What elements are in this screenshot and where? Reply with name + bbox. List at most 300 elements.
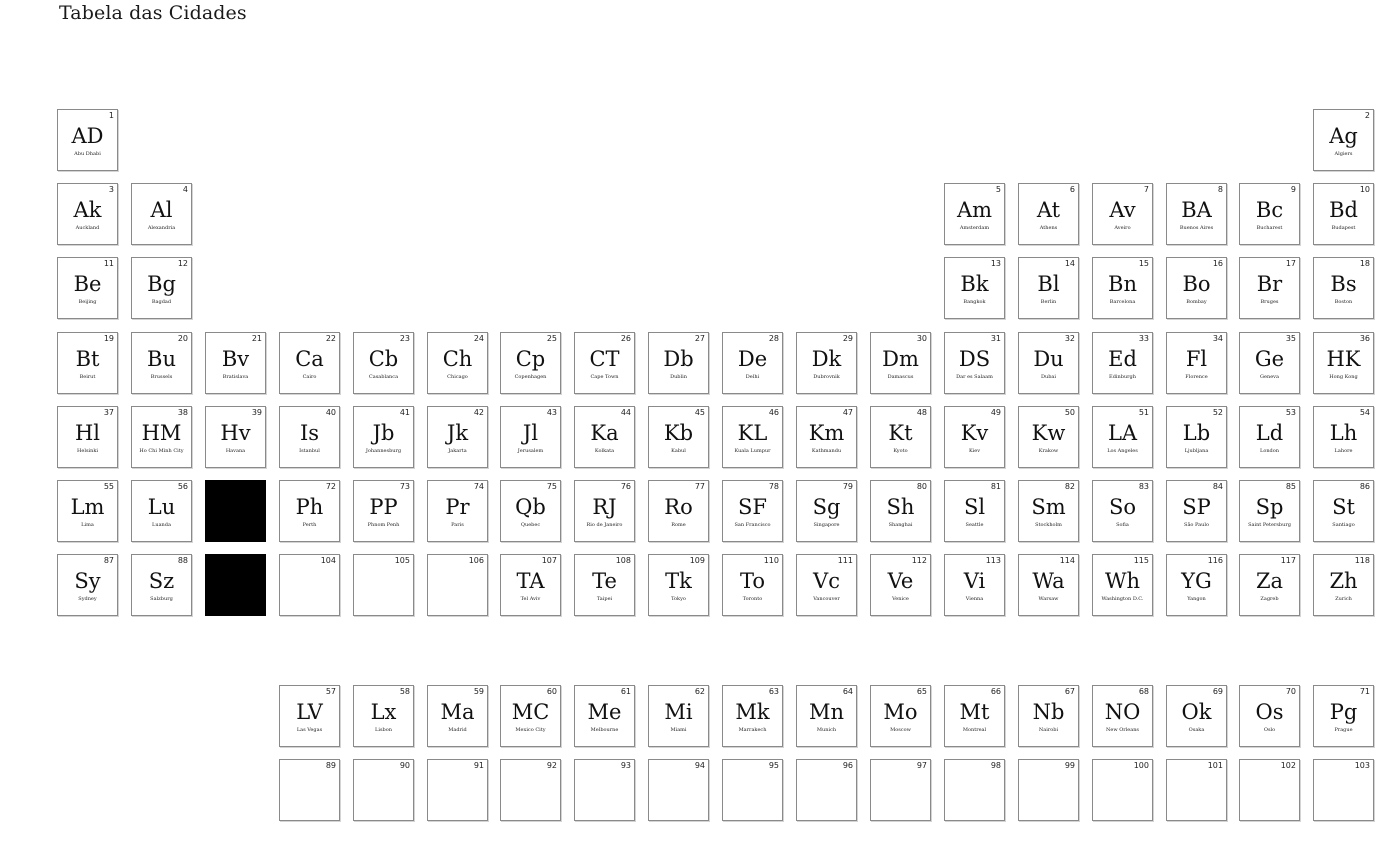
city-cell [131,406,192,468]
cell-number: 93 [620,761,631,770]
city-cell [796,480,857,542]
city-cell [648,332,709,394]
city-cell [944,406,1005,468]
cell-symbol: Qb [515,495,546,519]
city-cell [57,554,118,616]
cell-symbol: Db [663,347,694,371]
cell-symbol: Pg [1329,700,1358,724]
cell-number: 42 [473,408,484,417]
city-cell [279,685,340,747]
cell-symbol: Zh [1329,569,1358,593]
city-cell [944,332,1005,394]
cell-number: 94 [694,761,705,770]
cell-symbol: Bo [1182,272,1211,296]
cell-number: 65 [916,687,927,696]
cell-number: 67 [1064,687,1075,696]
city-cell [427,406,488,468]
city-cell [427,685,488,747]
city-cell [1313,759,1374,821]
cell-number: 106 [468,556,484,565]
cell-number: 32 [1064,334,1075,343]
cell-symbol: HM [141,421,182,445]
cell-symbol: Cb [368,347,399,371]
cell-symbol: De [737,347,768,371]
city-cell [1018,406,1079,468]
cell-number: 17 [1285,259,1296,268]
cell-city-name: Montreal [962,727,987,733]
city-cell [279,332,340,394]
cell-symbol: Ok [1181,700,1212,724]
cell-city-name: Bratislava [222,374,249,380]
cell-number: 87 [103,556,114,565]
cell-number: 11 [103,259,114,268]
city-cell [279,406,340,468]
city-cell [1092,183,1153,245]
cell-city-name: Casablanca [368,374,399,380]
cell-number: 2 [1364,111,1370,120]
city-cell [427,332,488,394]
cell-number: 68 [1138,687,1149,696]
cell-city-name: Tokyo [671,596,686,602]
cell-symbol: RJ [592,495,617,519]
cell-city-name: Bagdad [151,299,172,305]
cell-number: 111 [837,556,853,565]
cell-symbol: So [1108,495,1137,519]
cell-city-name: Tel Aviv [520,596,541,602]
cell-number: 1 [108,111,114,120]
cell-symbol: Bk [960,272,989,296]
cell-city-name: Quebec [520,522,541,528]
city-cell [1166,257,1227,319]
cell-city-name: Vancouver [813,596,840,602]
cell-symbol: Mk [735,700,770,724]
cell-symbol: Me [587,700,622,724]
cell-number: 13 [990,259,1001,268]
cell-number: 73 [399,482,410,491]
cell-symbol: TA [516,569,545,593]
cell-symbol: Dm [882,347,919,371]
cell-number: 23 [399,334,410,343]
cell-number: 92 [546,761,557,770]
cell-city-name: Sydney [78,596,97,602]
city-cell [1313,109,1374,171]
cell-number: 53 [1285,408,1296,417]
city-cell [57,257,118,319]
cell-city-name: Aveiro [1114,225,1131,231]
city-cell [944,759,1005,821]
cell-city-name: Kathmandu [811,448,842,454]
city-cell [1092,257,1153,319]
cell-symbol: DS [958,347,991,371]
city-cell [1313,554,1374,616]
cell-city-name: Brussels [150,374,173,380]
cell-symbol: Be [73,272,102,296]
cell-number: 72 [325,482,336,491]
cell-number: 66 [990,687,1001,696]
cell-city-name: Copenhagen [514,374,547,380]
filled-block [205,554,266,616]
cell-symbol: Km [808,421,845,445]
city-cell [796,685,857,747]
cell-number: 101 [1207,761,1223,770]
cell-symbol: LA [1107,421,1138,445]
cell-city-name: Helsinki [77,448,98,454]
city-cell [131,183,192,245]
cell-symbol: Ca [295,347,324,371]
cell-number: 31 [990,334,1001,343]
cell-symbol: Ed [1108,347,1137,371]
cell-city-name: Melbourne [590,727,619,733]
cell-number: 115 [1133,556,1149,565]
cell-symbol: Jb [372,421,395,445]
city-cell [1239,406,1300,468]
cell-number: 19 [103,334,114,343]
cell-number: 97 [916,761,927,770]
city-cell [1092,406,1153,468]
city-cell [500,480,561,542]
city-cell [57,183,118,245]
cell-symbol: Hl [74,421,101,445]
cell-city-name: Saint Petersburg [1248,522,1291,528]
cell-symbol: Bl [1037,272,1060,296]
cell-city-name: Buenos Aires [1179,225,1214,231]
cell-symbol: Ph [295,495,324,519]
city-cell [722,480,783,542]
city-cell [205,332,266,394]
city-cell [57,332,118,394]
city-cell [1018,257,1079,319]
cell-number: 40 [325,408,336,417]
cell-number: 21 [251,334,262,343]
city-cell [1018,332,1079,394]
cell-number: 48 [916,408,927,417]
cell-city-name: Miami [670,727,687,733]
cell-symbol: Kv [960,421,989,445]
cell-symbol: Te [592,569,617,593]
city-cell [1239,554,1300,616]
cell-symbol: Lu [147,495,176,519]
cell-number: 25 [546,334,557,343]
city-cell [944,685,1005,747]
cell-number: 84 [1212,482,1223,491]
cell-city-name: Jakarta [448,448,467,454]
cell-number: 37 [103,408,114,417]
cell-number: 104 [320,556,336,565]
cell-city-name: Beijing [78,299,97,305]
cell-city-name: Zurich [1335,596,1352,602]
cell-number: 117 [1280,556,1296,565]
cell-symbol: NO [1104,700,1141,724]
cell-symbol: Os [1255,700,1284,724]
city-cell [57,109,118,171]
cell-symbol: Is [299,421,320,445]
cell-number: 58 [399,687,410,696]
cell-city-name: Nairobi [1038,727,1059,733]
city-cell [574,685,635,747]
city-cell [648,406,709,468]
cell-city-name: Berlin [1040,299,1057,305]
cell-city-name: London [1260,448,1279,454]
cell-symbol: Bn [1108,272,1137,296]
city-cell [1092,554,1153,616]
cell-number: 56 [177,482,188,491]
city-cell [1092,759,1153,821]
city-cell [1239,685,1300,747]
cell-symbol: Bd [1329,198,1358,222]
cell-symbol: Lh [1329,421,1358,445]
cell-symbol: Sl [963,495,986,519]
cell-city-name: Dublin [670,374,687,380]
cell-number: 49 [990,408,1001,417]
cell-symbol: Ak [73,198,102,222]
city-cell [574,332,635,394]
city-cell [870,406,931,468]
city-cell [648,759,709,821]
cell-number: 7 [1143,185,1149,194]
cell-city-name: Vienna [965,596,984,602]
cell-symbol: BA [1181,198,1212,222]
cell-city-name: Geneva [1260,374,1279,380]
city-cell [1166,480,1227,542]
cell-city-name: Prague [1334,727,1353,733]
city-cell [796,759,857,821]
cell-number: 34 [1212,334,1223,343]
cell-number: 29 [842,334,853,343]
cell-symbol: Ma [440,700,475,724]
cell-city-name: Los Angeles [1107,448,1138,454]
city-cell [1018,183,1079,245]
cell-symbol: Jl [522,421,539,445]
cell-number: 114 [1059,556,1075,565]
city-cell [427,759,488,821]
cell-symbol: Kw [1031,421,1066,445]
cell-number: 12 [177,259,188,268]
cell-number: 108 [615,556,631,565]
city-cell [944,554,1005,616]
cell-symbol: Bu [147,347,176,371]
cell-number: 70 [1285,687,1296,696]
cell-city-name: San Francisco [734,522,771,528]
cell-symbol: Sg [812,495,841,519]
city-cell [722,685,783,747]
cell-city-name: Delhi [745,374,760,380]
cell-city-name: Kyoto [893,448,908,454]
cell-city-name: Havana [225,448,246,454]
cell-symbol: Sh [886,495,915,519]
cell-number: 33 [1138,334,1149,343]
city-cell [1239,759,1300,821]
cell-number: 20 [177,334,188,343]
cell-city-name: Singapore [813,522,840,528]
cell-number: 44 [620,408,631,417]
cell-city-name: Cairo [302,374,317,380]
cell-number: 91 [473,761,484,770]
city-cell [1239,183,1300,245]
cell-number: 59 [473,687,484,696]
cell-number: 60 [546,687,557,696]
cell-number: 27 [694,334,705,343]
cell-city-name: New Orleans [1105,727,1140,733]
cell-number: 38 [177,408,188,417]
cell-number: 105 [394,556,410,565]
cell-city-name: Marrakech [738,727,767,733]
city-cell [500,332,561,394]
cell-symbol: Mo [883,700,918,724]
cell-city-name: Rio de Janeiro [586,522,623,528]
cell-symbol: Vi [963,569,986,593]
cell-city-name: Ljubljana [1184,448,1209,454]
page-title: Tabela das Cidades [59,2,247,24]
city-cell [722,554,783,616]
cell-symbol: Sm [1031,495,1066,519]
cell-symbol: SF [738,495,767,519]
city-cell [796,554,857,616]
cell-symbol: At [1036,198,1061,222]
cell-city-name: Las Vegas [296,727,323,733]
cell-number: 63 [768,687,779,696]
cell-city-name: Amsterdam [959,225,990,231]
city-cell [500,554,561,616]
cell-symbol: Lx [370,700,397,724]
city-cell [944,257,1005,319]
cell-number: 35 [1285,334,1296,343]
city-cell [500,685,561,747]
city-cell [1092,685,1153,747]
city-cell [131,332,192,394]
city-cell [796,332,857,394]
cell-city-name: Yangon [1187,596,1206,602]
city-cell [1166,183,1227,245]
cell-number: 14 [1064,259,1075,268]
city-cell [944,480,1005,542]
cell-city-name: Hong Kong [1329,374,1358,380]
cell-number: 22 [325,334,336,343]
cell-number: 112 [911,556,927,565]
cell-number: 98 [990,761,1001,770]
cell-number: 9 [1290,185,1296,194]
cell-city-name: Beirut [79,374,96,380]
cell-number: 95 [768,761,779,770]
cell-number: 61 [620,687,631,696]
city-cell [870,685,931,747]
cell-symbol: Du [1033,347,1064,371]
cell-city-name: Dubai [1040,374,1056,380]
cell-number: 116 [1207,556,1223,565]
cell-number: 110 [763,556,779,565]
cell-symbol: To [739,569,766,593]
cell-city-name: Oslo [1263,727,1276,733]
cell-number: 78 [768,482,779,491]
cell-city-name: Moscow [890,727,911,733]
cell-number: 76 [620,482,631,491]
cell-number: 90 [399,761,410,770]
cell-number: 82 [1064,482,1075,491]
cell-number: 41 [399,408,410,417]
cell-number: 24 [473,334,484,343]
cell-number: 64 [842,687,853,696]
cell-city-name: Luanda [152,522,171,528]
city-cell [648,554,709,616]
filled-block [205,480,266,542]
cell-number: 52 [1212,408,1223,417]
cell-number: 107 [541,556,557,565]
cell-city-name: Warsaw [1038,596,1059,602]
city-cell [57,480,118,542]
cell-symbol: PP [369,495,398,519]
cell-city-name: Krakow [1038,448,1059,454]
cell-symbol: Za [1255,569,1284,593]
cell-number: 16 [1212,259,1223,268]
city-cell [1166,759,1227,821]
city-cell [796,406,857,468]
cell-symbol: Mn [808,700,845,724]
cell-symbol: Av [1109,198,1136,222]
city-cell [131,257,192,319]
cell-city-name: Florence [1185,374,1208,380]
cell-city-name: Lima [81,522,94,528]
city-cell [944,183,1005,245]
cell-symbol: Ka [590,421,619,445]
city-cell [1018,554,1079,616]
city-cell [1018,480,1079,542]
cell-number: 8 [1217,185,1223,194]
cell-city-name: Venice [892,596,909,602]
city-cell [353,332,414,394]
cell-symbol: Hv [220,421,251,445]
city-cell [279,554,340,616]
cell-symbol: MC [511,700,550,724]
cell-number: 79 [842,482,853,491]
cell-symbol: Bs [1330,272,1357,296]
cell-number: 81 [990,482,1001,491]
cell-symbol: Lb [1182,421,1211,445]
cell-city-name: Perth [302,522,317,528]
cell-symbol: Kt [888,421,913,445]
city-cell [1313,183,1374,245]
cell-number: 45 [694,408,705,417]
cell-number: 85 [1285,482,1296,491]
cell-city-name: Budapest [1331,225,1356,231]
cell-city-name: Athens [1039,225,1058,231]
cell-number: 99 [1064,761,1075,770]
cell-number: 86 [1359,482,1370,491]
cell-city-name: Boston [1334,299,1353,305]
cell-city-name: Ho Chi Minh City [139,448,184,454]
cell-symbol: CT [589,347,620,371]
cell-number: 89 [325,761,336,770]
cell-city-name: Madrid [448,727,467,733]
cell-number: 39 [251,408,262,417]
cell-city-name: Lisbon [375,727,392,733]
cell-number: 88 [177,556,188,565]
cell-city-name: Salzburg [150,596,173,602]
cell-symbol: Ge [1254,347,1285,371]
cell-number: 55 [103,482,114,491]
city-cell [574,480,635,542]
cell-city-name: Lahore [1334,448,1353,454]
cell-number: 62 [694,687,705,696]
cell-city-name: Kuala Lumpur [734,448,771,454]
cell-number: 102 [1280,761,1296,770]
cell-city-name: Johannesburg [365,448,402,454]
cell-city-name: Seattle [965,522,984,528]
cell-city-name: Zagreb [1260,596,1279,602]
cell-city-name: Shanghai [888,522,913,528]
cell-symbol: Bt [75,347,100,371]
cell-symbol: Kb [663,421,694,445]
cell-symbol: Mt [959,700,990,724]
cell-city-name: Toronto [742,596,763,602]
